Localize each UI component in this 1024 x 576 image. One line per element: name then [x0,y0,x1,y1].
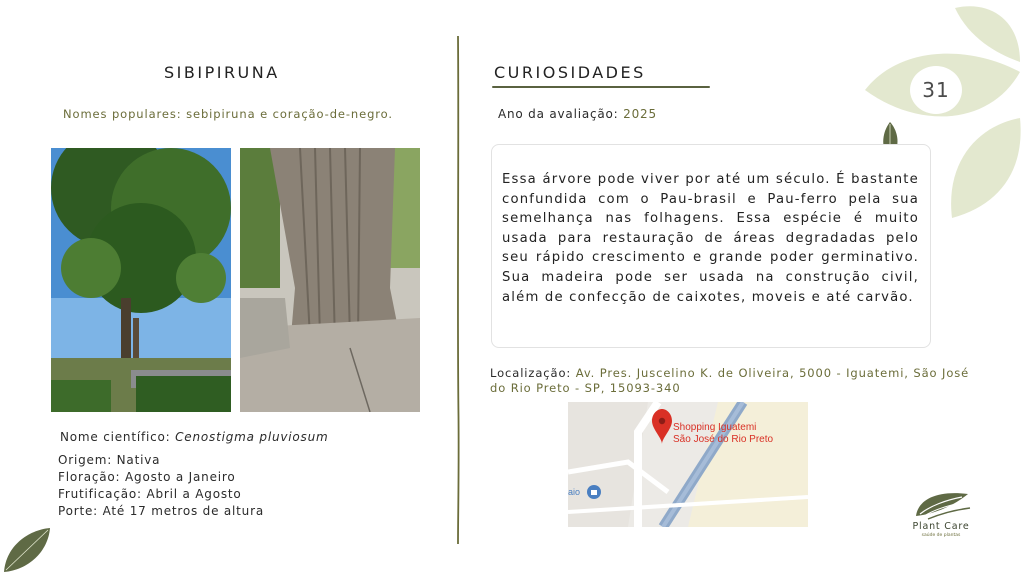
map-place-label [673,422,773,446]
plant-care-logo-icon [906,488,980,522]
plant-facts [58,452,264,520]
map-place-line1: Shopping Iguatemi [673,422,757,433]
curiosities-title: CURIOSIDADES [494,63,646,82]
location-label: Localização: [490,366,576,380]
evaluation-year-value: 2025 [623,107,657,121]
fruiting-fact: Frutificação: Abril a Agosto [58,487,242,501]
flowering-fact: Floração: Agosto a Janeiro [58,470,236,484]
size-fact: Porte: Até 17 metros de altura [58,504,264,518]
location [490,366,980,396]
location-address: Av. Pres. Juscelino K. de Oliveira, 5000 - Iguatemi, São José do Rio Preto - SP, 15093-340 [490,366,970,395]
location-map[interactable] [568,402,808,527]
tree-photo [51,148,231,412]
column-divider [456,36,460,544]
page-number: 31 [910,66,962,114]
scientific-name-value: Cenostigma pluviosum [175,430,329,444]
logo-tagline: saúde de plantas [921,533,961,538]
decorative-leaf-bottom-left [0,524,56,576]
evaluation-year-label: Ano da avaliação: [498,107,624,121]
evaluation-year [498,107,657,121]
curiosity-text: Essa árvore pode viver por até um século. É bastante confundida com o Pau-brasil e Pau-ferro pela sua semelhança nas folhagens. Essa espécie é muito usada para restauração de áreas degradadas pelo seu rápido crescimento e grande poder germinativo. Sua madeira pode ser usada na construção civil, além de confecção de caixotes, moveis e até carvão. [502,172,919,305]
scientific-name-label: Nome científico: [60,430,176,444]
trunk-photo [240,148,420,412]
map-edge-label: aio [568,487,581,497]
map-place-line2: São José do Rio Preto [673,434,774,445]
plant-title: SIBIPIRUNA [164,63,280,82]
popular-names: Nomes populares: sebipiruna e coração-de-negro. [63,107,393,121]
logo-name: Plant Care [912,521,970,532]
origin-fact: Origem: Nativa [58,453,161,467]
curiosities-underline [492,86,710,88]
scientific-name [60,430,328,444]
